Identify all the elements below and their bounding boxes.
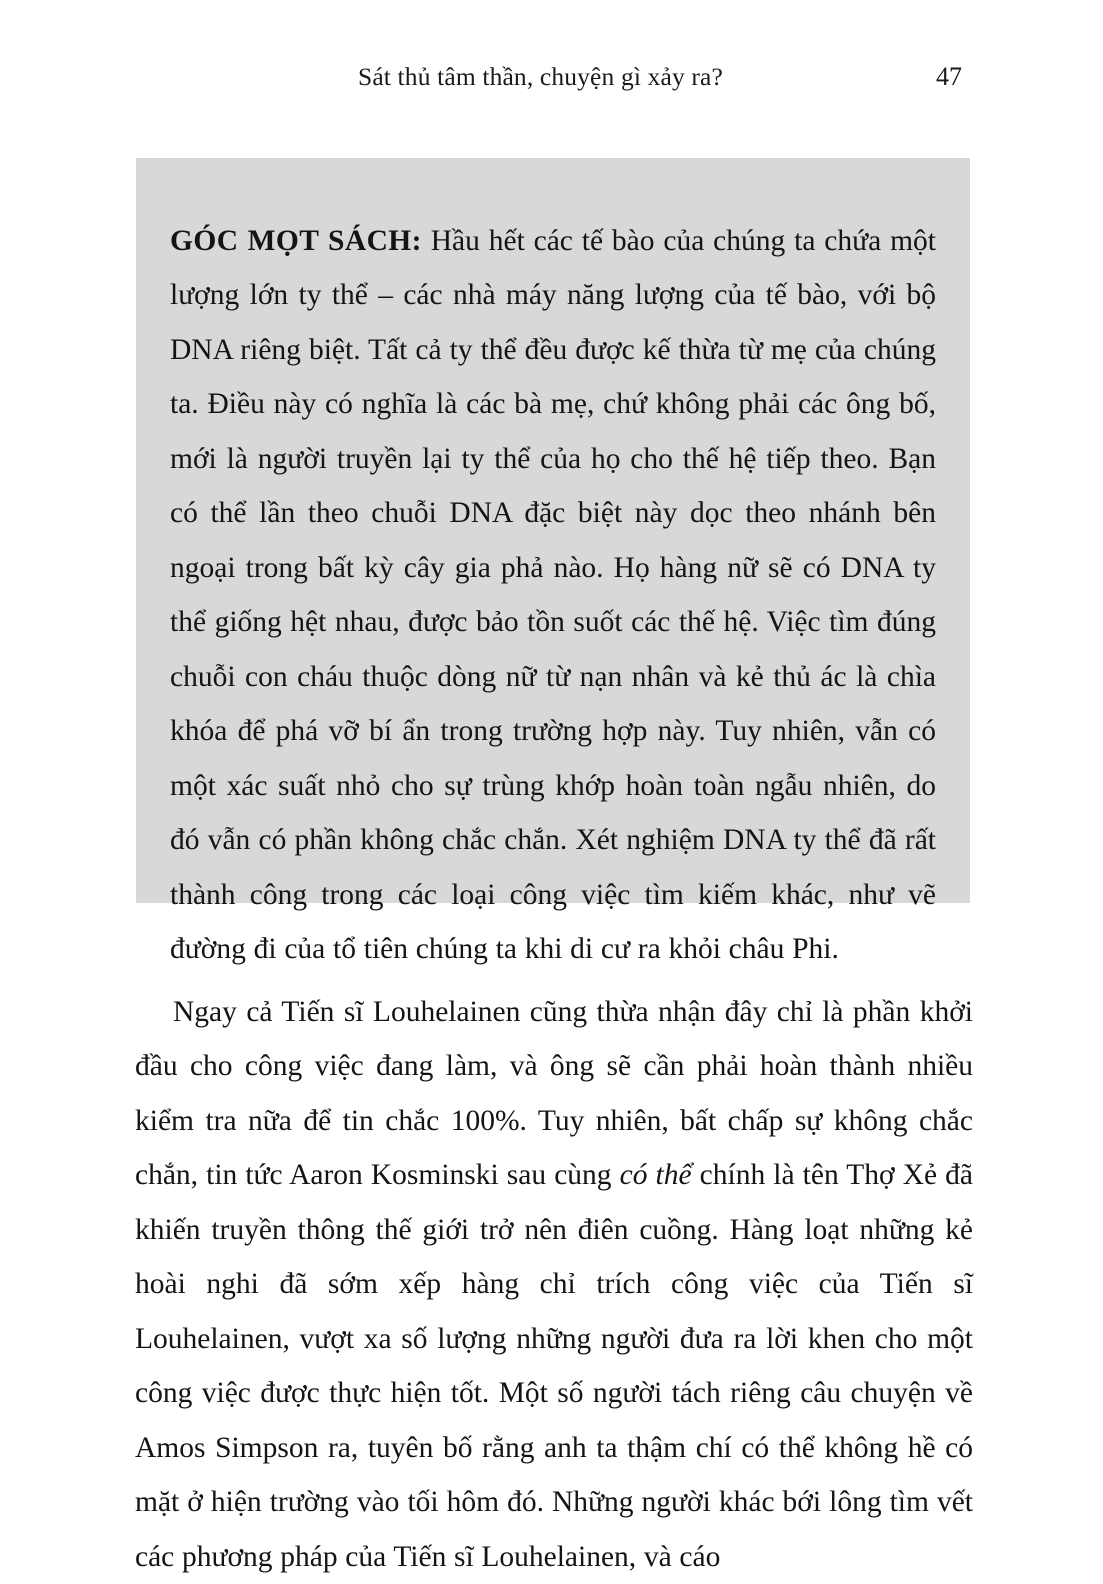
body-paragraph — [135, 985, 973, 1584]
callout-lead-label: GÓC MỌT SÁCH: — [170, 225, 422, 257]
bookworm-corner-callout-box — [136, 158, 970, 903]
callout-body-text: Hầu hết các tế bào của chúng ta chứa một lượng lớn ty thể – các nhà máy năng lượng của tế bào, với bộ DNA riêng biệt. Tất cả ty thể đều được kế thừa từ mẹ của chúng ta. Điều này có nghĩa là các bà mẹ, chứ không phải các ông bố, mới là người truyền lại ty thể của họ cho thế hệ tiếp theo. Bạn có thể lần theo chuỗi DNA đặc biệt này dọc theo nhánh bên ngoại trong bất kỳ cây gia phả nào. Họ hàng nữ sẽ có DNA ty thể giống hệt nhau, được bảo tồn suốt các thế hệ. Việc tìm đúng chuỗi con cháu thuộc dòng nữ từ nạn nhân và kẻ thủ ác là chìa khóa để phá vỡ bí ẩn trong trường hợp này. Tuy nhiên, vẫn có một xác suất nhỏ cho sự trùng khớp hoàn toàn ngẫu nhiên, do đó vẫn có phần không chắc chắn. Xét nghiệm DNA ty thể đã rất thành công trong các loại công việc tìm kiếm khác, như vẽ đường đi của tổ tiên chúng ta khi di cư ra khỏi châu Phi. — [170, 225, 936, 966]
body-text-part-one: Ngay cả Tiến sĩ Louhelainen cũng thừa nhận đây chỉ là phần khởi đầu cho công việc đang làm, và ông sẽ cần phải hoàn thành nhiều kiểm tra nữa để tin chắc 100%. Tuy nhiên, bất chấp sự không chắc chắn, tin tức Aaron Kosminski sau cùng — [135, 996, 973, 1192]
callout-paragraph — [170, 214, 936, 977]
page-number: 47 — [936, 62, 970, 92]
running-head — [136, 62, 970, 104]
running-head-title: Sát thủ tâm thần, chuyện gì xảy ra? — [136, 62, 723, 92]
body-text-part-two: chính là tên Thợ Xẻ đã khiến truyền thông thế giới trở nên điên cuồng. Hàng loạt những kẻ hoài nghi đã sớm xếp hàng chỉ trích công việc của Tiến sĩ Louhelainen, vượt xa số lượng những người đưa ra lời khen cho một công việc được thực hiện tốt. Một số người tách riêng câu chuyện về Amos Simpson ra, tuyên bố rằng anh ta thậm chí có thể không hề có mặt ở hiện trường vào tối hôm đó. Những người khác bới lông tìm vết các phương pháp của Tiến sĩ Louhelainen, và cáo — [135, 1159, 973, 1573]
body-text-emphasis: có thể — [620, 1159, 692, 1191]
